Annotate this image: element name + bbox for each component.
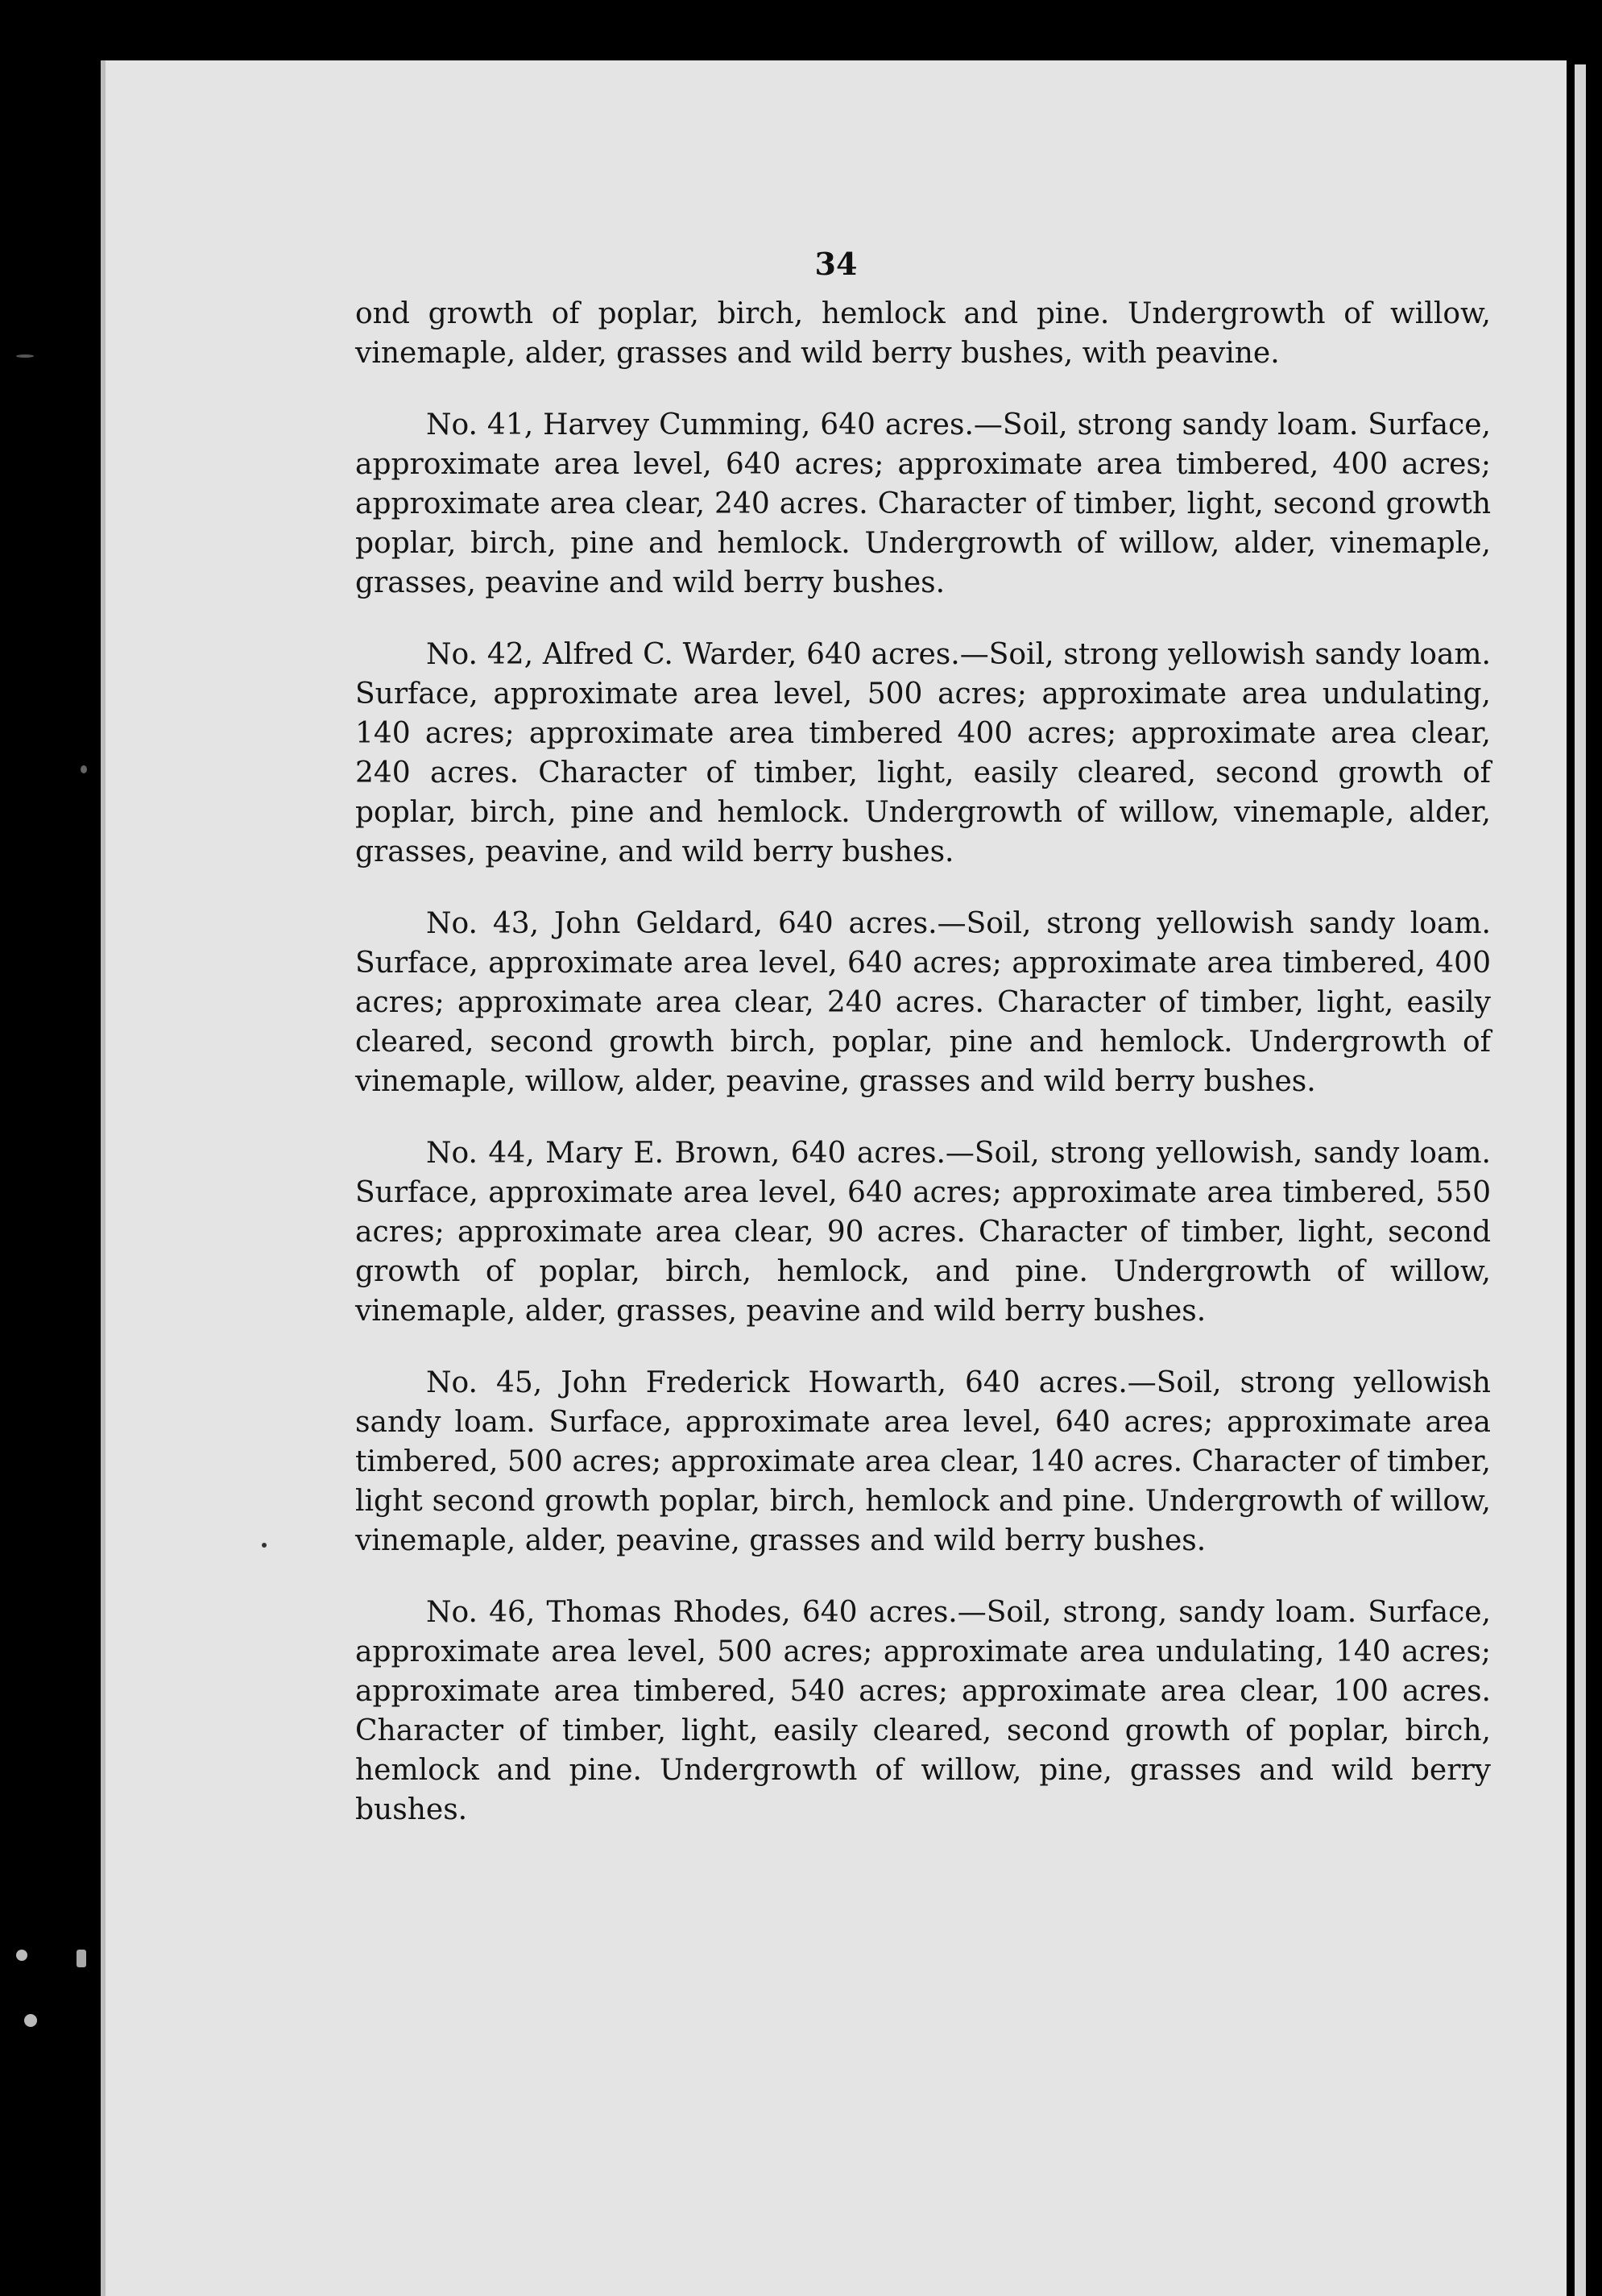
scan-speck [16, 354, 34, 358]
paragraph-no-43: No. 43, John Geldard, 640 acres.—Soil, strong yellowish sandy loam. Surface, approximate area level, 640 acres; approximate area timbered, 400 acres; approximate area clear, 240 acres. Character of timber, light, easily cleared, second growth birch, poplar, pine and hemlock. Undergrowth of vinemaple, willow, alder, peavine, grasses and wild berry bushes. [355, 907, 1491, 1098]
scan-speck [262, 1543, 267, 1548]
paragraph-no-46: No. 46, Thomas Rhodes, 640 acres.—Soil, strong, sandy loam. Surface, approximate area level, 500 acres; approximate area undulating, 140 acres; approximate area timbered, 540 acres; approximate area clear, 100 acres. Character of timber, light, easily cleared, second growth of poplar, birch, hemlock and pine. Undergrowth of willow, pine, grasses and wild berry bushes. [355, 1596, 1491, 1826]
scan-speck [81, 765, 87, 773]
paragraph-continuation: ond growth of poplar, birch, hemlock and pine. Undergrowth of willow, vinemaple, alder, grasses and wild berry bushes, with peavine. [355, 297, 1491, 370]
paragraph-no-42: No. 42, Alfred C. Warder, 640 acres.—Soil, strong yellowish sandy loam. Surface, approximate area level, 500 acres; approximate area undulating, 140 acres; approximate area timbered 400 acres; approximate area clear, 240 acres. Character of timber, light, easily cleared, second growth of poplar, birch, pine and hemlock. Undergrowth of willow, vinemaple, alder, grasses, peavine, and wild berry bushes. [355, 638, 1491, 868]
scanned-page [101, 60, 1567, 2296]
body-text [355, 294, 1491, 1862]
scan-speck [77, 1950, 86, 1967]
adjacent-page-edge [1575, 64, 1586, 2296]
paragraph-no-45: No. 45, John Frederick Howarth, 640 acres.—Soil, strong yellowish sandy loam. Surface, approximate area level, 640 acres; approximate area timbered, 500 acres; approximate area clear, 140 acres. Character of timber, light second growth poplar, birch, hemlock and pine. Undergrowth of willow, vinemaple, alder, peavine, grasses and wild berry bushes. [355, 1366, 1491, 1557]
paragraph-no-41: No. 41, Harvey Cumming, 640 acres.—Soil, strong sandy loam. Surface, approximate area level, 640 acres; approximate area timbered, 400 acres; approximate area clear, 240 acres. Character of timber, light, second growth poplar, birch, pine and hemlock. Undergrowth of willow, alder, vinemaple, grasses, peavine and wild berry bushes. [355, 408, 1491, 599]
scan-speck [16, 1950, 27, 1961]
page-number: 34 [814, 246, 858, 282]
paragraph-no-44: No. 44, Mary E. Brown, 640 acres.—Soil, strong yellowish, sandy loam. Surface, approximate area level, 640 acres; approximate area timbered, 550 acres; approximate area clear, 90 acres. Character of timber, light, second growth of poplar, birch, hemlock, and pine. Undergrowth of willow, vinemaple, alder, grasses, peavine and wild berry bushes. [355, 1137, 1491, 1328]
scan-speck [24, 2014, 37, 2027]
